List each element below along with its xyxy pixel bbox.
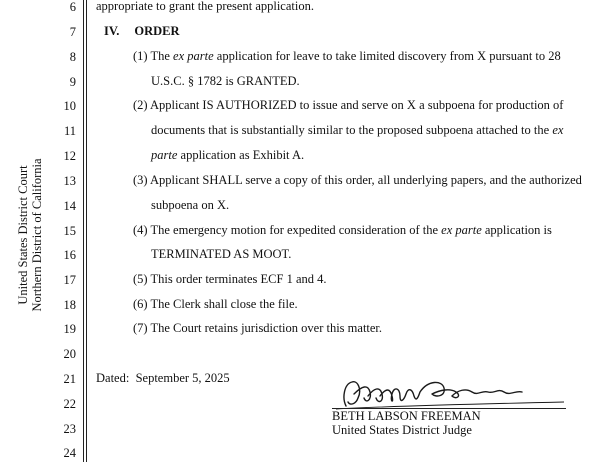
order-item-2-cont2: parte application as Exhibit A. [151,148,305,162]
line-number: 18 [63,298,76,312]
dated-date: September 5, 2025 [135,371,230,385]
item-number: (4) [133,223,148,237]
section-title: ORDER [134,24,180,38]
court-label-line2: Northern District of California [30,158,44,312]
order-item-6: (6) The Clerk shall close the file. [133,297,298,311]
item-number: (6) [133,297,148,311]
line-number: 8 [69,50,76,64]
line-number: 13 [63,174,76,188]
dated-label: Dated: [96,371,130,385]
line-number: 15 [63,224,76,238]
line-number: 9 [69,75,76,89]
line-number: 10 [63,99,76,113]
line-number: 24 [63,446,76,460]
order-item-3-cont: subpoena on X. [151,198,230,212]
line-number: 22 [63,397,76,411]
handwritten-signature [332,376,567,410]
dated-line [96,371,230,386]
order-item-2: (2) Applicant IS AUTHORIZED to issue and serve on X a subpoena for production of [133,98,564,112]
item-number: (2) [133,98,148,112]
order-item-2-cont: documents that is substantially similar to the proposed subpoena attached to the ex [151,123,564,137]
line-number: 11 [63,124,76,138]
order-item-5: (5) This order terminates ECF 1 and 4. [133,272,327,286]
item-number: (1) [133,49,148,63]
left-margin-rule-inner [86,0,87,462]
order-item-1: (1) The ex parte application for leave to take limited discovery from X pursuant to 28 [133,49,561,63]
order-item-3: (3) Applicant SHALL serve a copy of this order, all underlying papers, and the authorized [133,173,582,187]
order-item-4: (4) The emergency motion for expedited consideration of the ex parte application is [133,223,552,237]
court-label-line1: United States District Court [16,165,30,305]
line-number: 19 [63,322,76,336]
judge-title: United States District Judge [332,423,472,437]
line-number: 14 [63,199,76,213]
line-number: 20 [63,347,76,361]
order-item-1-cont: U.S.C. § 1782 is GRANTED. [151,74,300,88]
judge-name: BETH LABSON FREEMAN [332,409,481,423]
line-number: 7 [69,25,76,39]
line-number: 21 [63,372,76,386]
item-number: (7) [133,321,148,335]
line-number: 23 [63,422,76,436]
item-number: (3) [133,173,148,187]
line-number: 17 [63,273,76,287]
left-margin-rule-outer [83,0,84,462]
line-number: 6 [69,0,76,14]
order-item-4-cont: TERMINATED AS MOOT. [151,247,292,261]
line-number: 12 [63,149,76,163]
order-item-7: (7) The Court retains jurisdiction over this matter. [133,321,383,335]
line-number: 16 [63,248,76,262]
item-number: (5) [133,272,148,286]
intro-text: appropriate to grant the present application. [96,0,314,13]
section-number: IV. [104,24,120,38]
section-heading [104,24,180,39]
